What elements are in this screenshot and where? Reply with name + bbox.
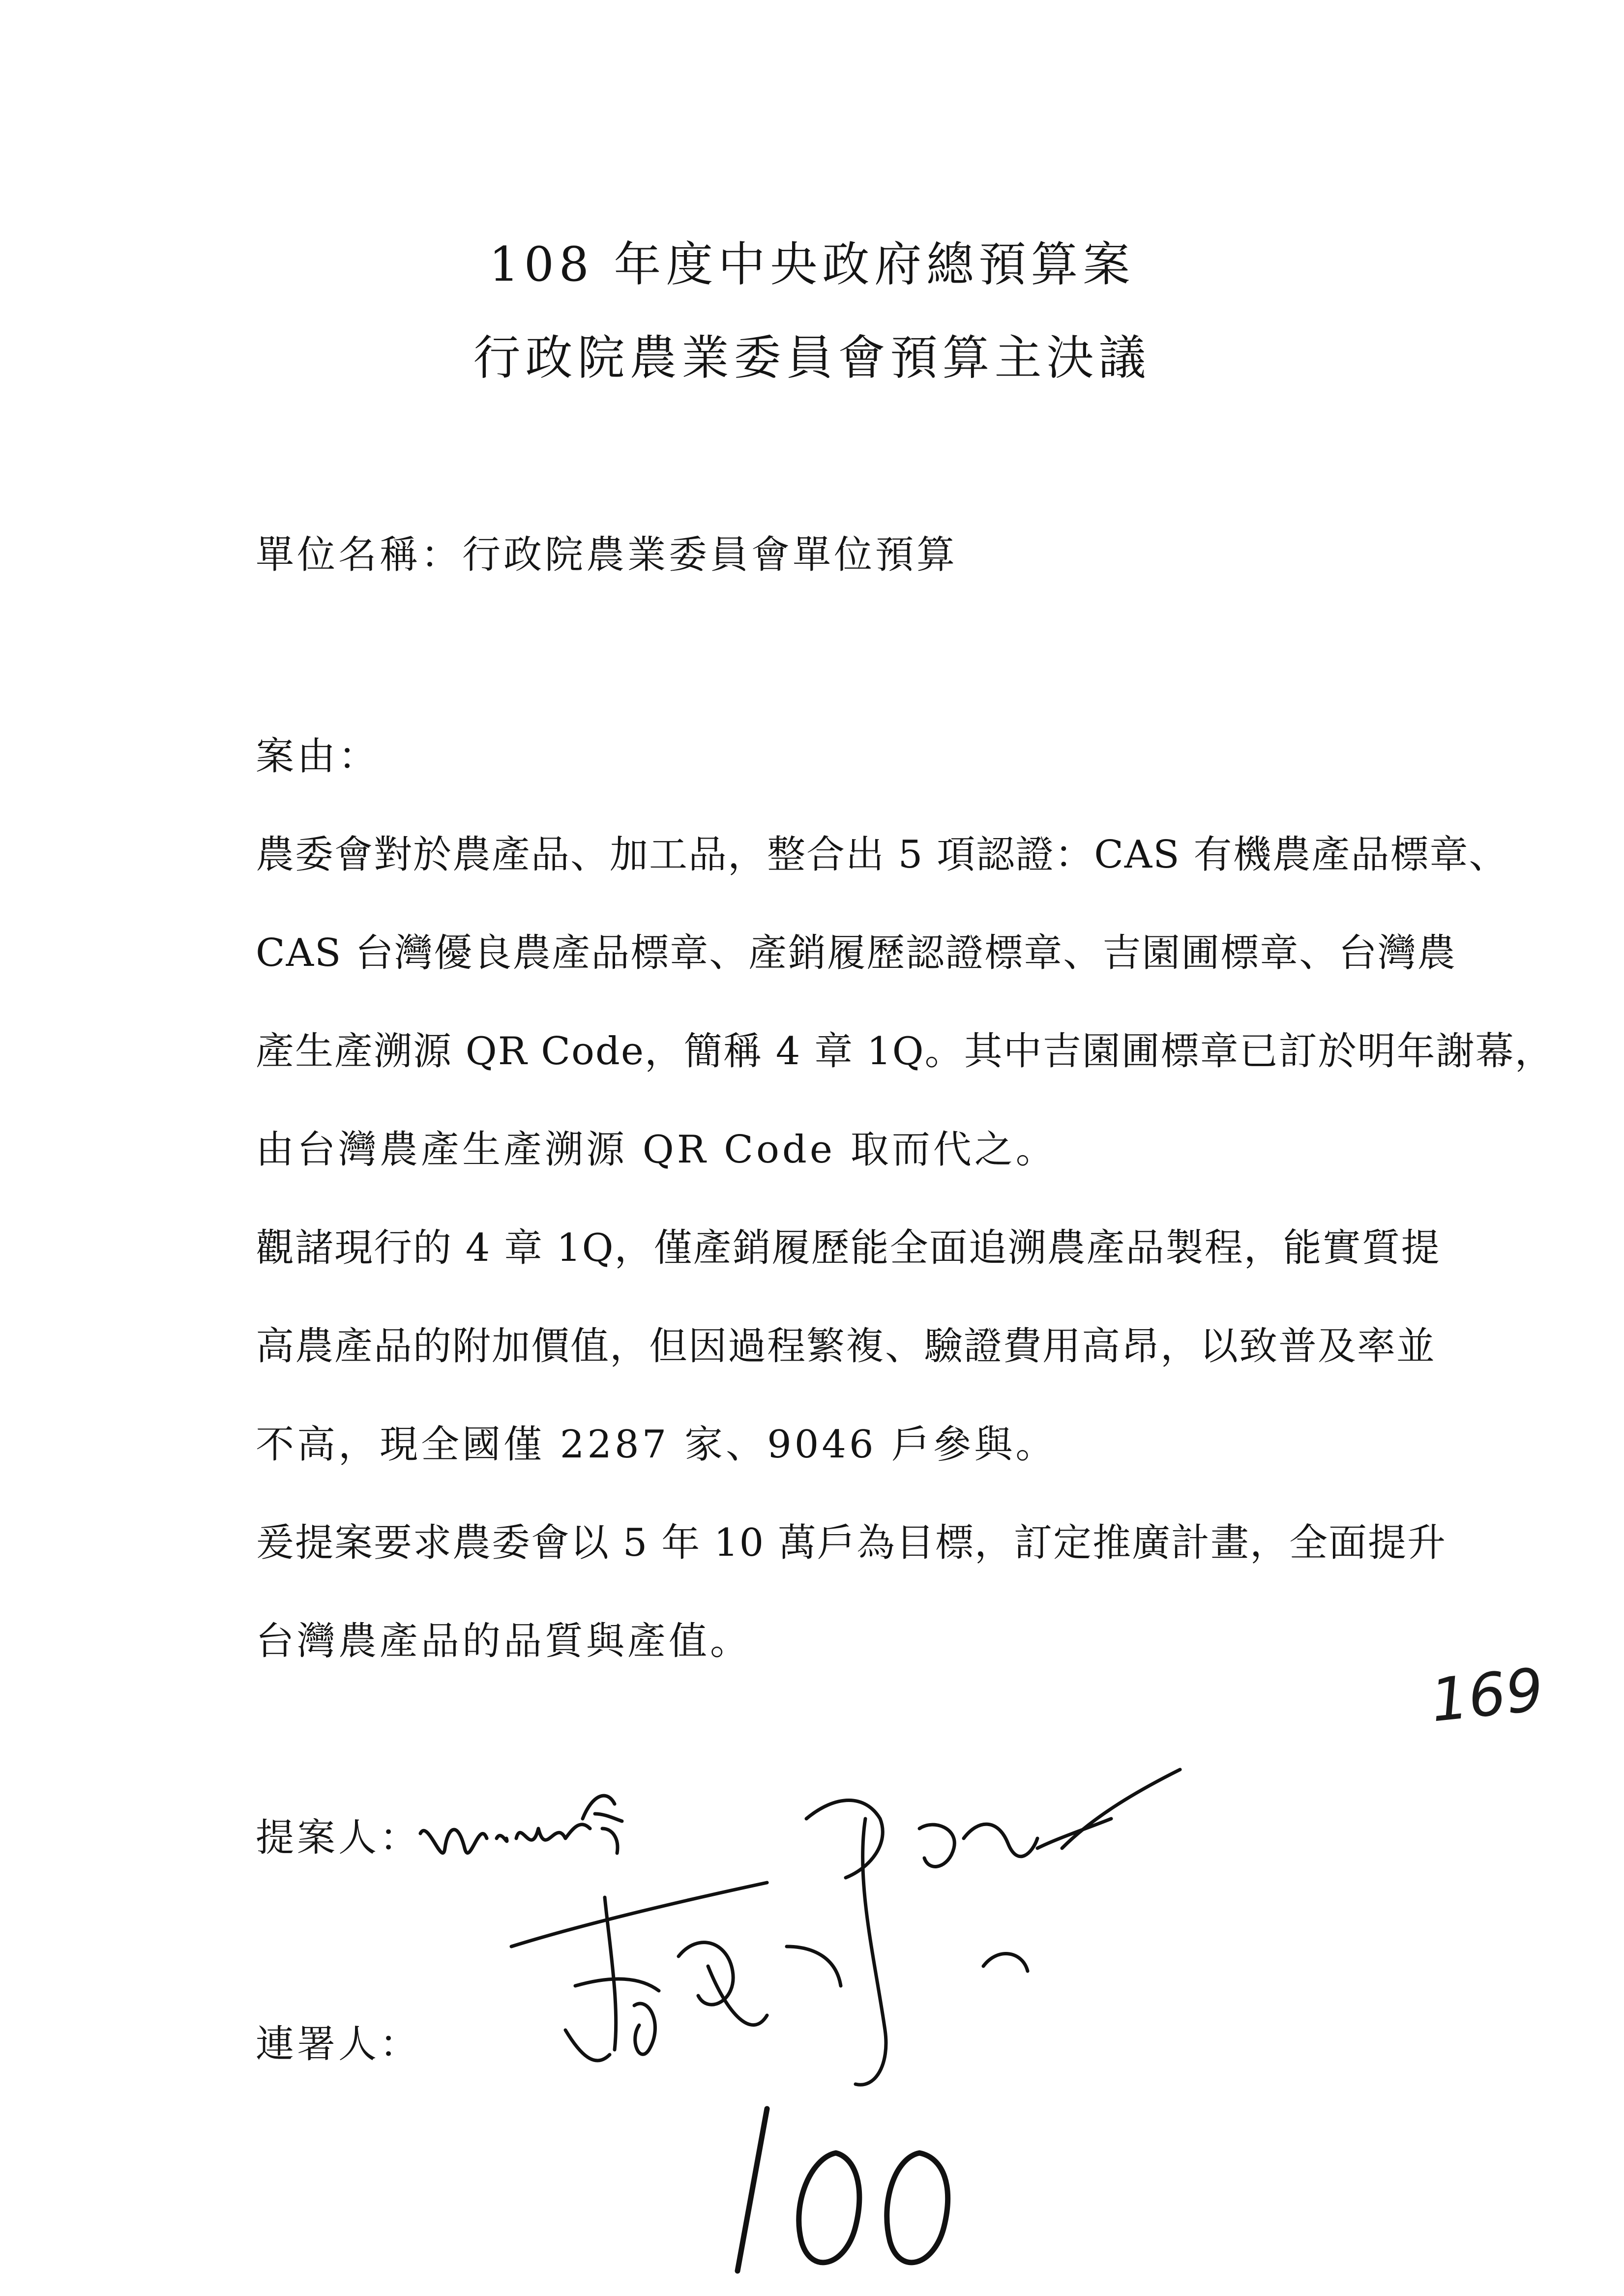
cosigner-label: 連署人： [256,2022,421,2066]
case-heading: 案由： [256,734,380,779]
paragraph-line: 由台灣農產生產溯源 QR Code 取而代之。 [256,1128,1057,1172]
paragraph-line: 產生產溯源 QR Code，簡稱 4 章 1Q。其中吉園圃標章已訂於明年謝幕， [256,1029,1554,1074]
paragraph-line: 觀諸現行的 4 章 1Q，僅產銷履歷能全面追溯農產品製程，能實質提 [256,1226,1441,1270]
paragraph-line: 農委會對於農產品、加工品，整合出 5 項認證：CAS 有機農產品標章、 [256,833,1508,877]
paragraph-line: 台灣農產品的品質與產值。 [256,1619,752,1663]
paragraph-line: CAS 台灣優良農產品標章、產銷履歷認證標章、吉園圃標章、台灣農 [256,931,1457,975]
paragraph-line: 不高，現全國僅 2287 家、9046 戶參與。 [256,1423,1057,1467]
document-title: 108 年度中央政府總預算案 [489,237,1135,292]
document-subtitle: 行政院農業委員會預算主決議 [473,330,1151,385]
unit-name: 單位名稱：行政院農業委員會單位預算 [256,533,958,577]
page-number: 169 [1427,1656,1547,1736]
paragraph-line: 高農產品的附加價值，但因過程繁複、驗證費用高昂，以致普及率並 [256,1324,1436,1368]
proposer-label: 提案人： [256,1816,421,1860]
paragraph-line: 爰提案要求農委會以 5 年 10 萬戶為目標，訂定推廣計畫，全面提升 [256,1521,1447,1565]
